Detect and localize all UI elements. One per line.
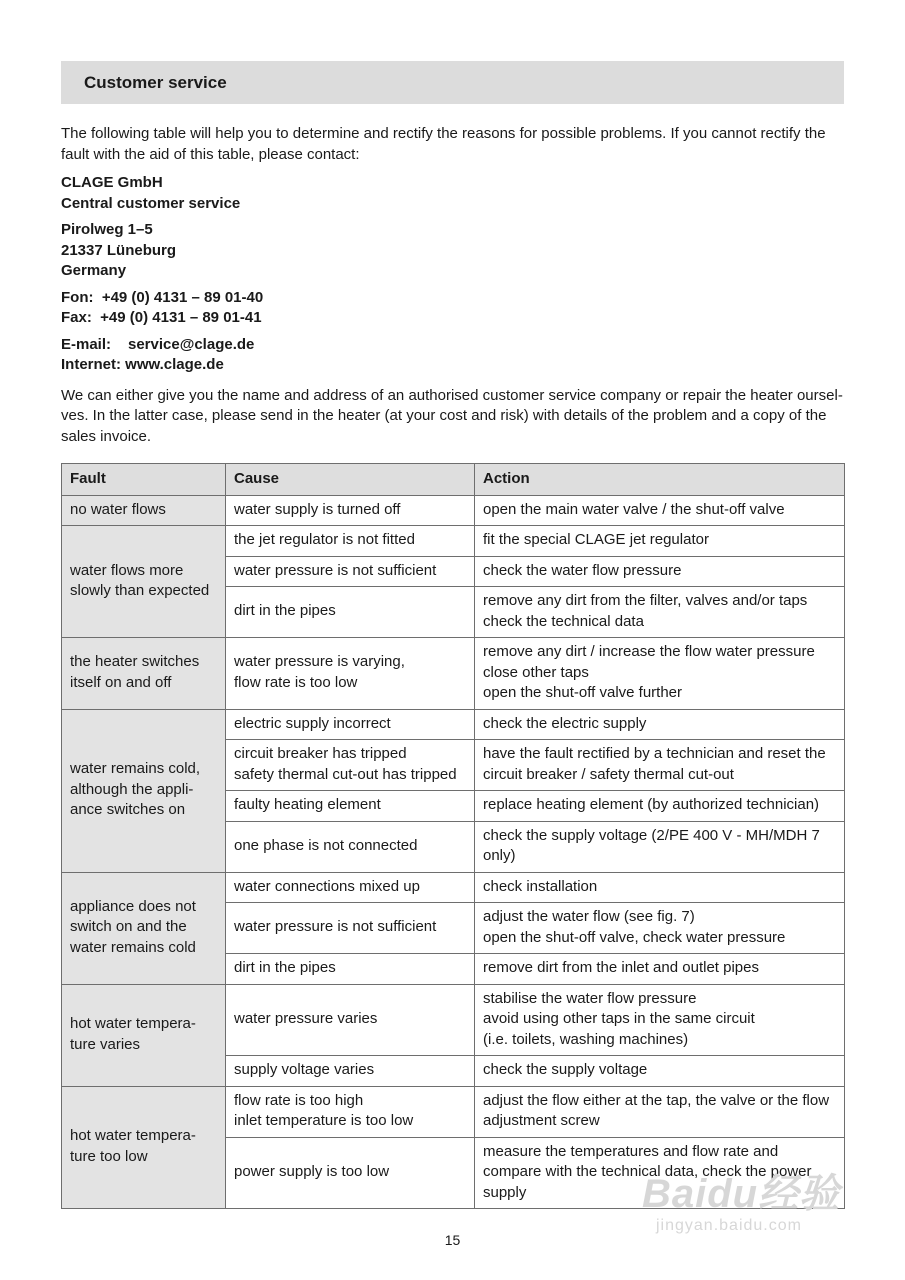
action-cell: remove any dirt from the filter, valves and/or taps check the technical data [475, 587, 845, 638]
country: Germany [61, 262, 127, 279]
cause-cell: water pressure is not sufficient [226, 556, 475, 587]
fault-cell: no water flows [62, 495, 226, 526]
fault-cell: water remains cold, although the appli-ance switches on [62, 709, 226, 872]
street: Pirolweg 1–5 [61, 221, 153, 238]
watermark-site: jingyan.baidu.com [656, 1217, 802, 1234]
action-cell: check installation [475, 872, 845, 903]
fault-cell: hot water tempera-ture varies [62, 984, 226, 1086]
city: 21337 Lüneburg [61, 241, 177, 259]
section-header [61, 61, 844, 104]
cause-cell: flow rate is too high inlet temperature is too low [226, 1086, 475, 1137]
action-cell: remove any dirt / increase the flow water pressure close other taps open the shut-off valve further [475, 638, 845, 710]
table-row [62, 709, 845, 740]
address-block [61, 220, 844, 282]
table-row [62, 495, 845, 526]
action-cell: check the supply voltage [475, 1056, 845, 1087]
phone-block [61, 288, 844, 329]
header-cause: Cause [226, 464, 475, 496]
online-block [61, 335, 844, 376]
action-cell: adjust the water flow (see fig. 7) open the shut-off valve, check water pressure [475, 903, 845, 954]
fault-cell: the heater switches itself on and off [62, 638, 226, 710]
header-action: Action [475, 464, 845, 496]
action-cell: have the fault rectified by a technician and reset the circuit breaker / safety thermal cut-out [475, 740, 845, 791]
action-cell: check the supply voltage (2/PE 400 V - MH/MDH 7 only) [475, 821, 845, 872]
fax-number: Fax: +49 (0) 4131 – 89 01-41 [61, 309, 262, 326]
section-title: Customer service [84, 72, 227, 92]
cause-cell: dirt in the pipes [226, 587, 475, 638]
table-row [62, 638, 845, 710]
cause-cell: electric supply incorrect [226, 709, 475, 740]
cause-cell: the jet regulator is not fitted [226, 526, 475, 557]
table-row [62, 872, 845, 903]
action-cell: fit the special CLAGE jet regulator [475, 526, 845, 557]
fault-cell: appliance does not switch on and the water remains cold [62, 872, 226, 984]
table-row [62, 984, 845, 1056]
action-cell: open the main water valve / the shut-off valve [475, 495, 845, 526]
cause-cell: power supply is too low [226, 1137, 475, 1209]
action-cell: replace heating element (by authorized technician) [475, 791, 845, 822]
contact-section [61, 124, 844, 447]
email-link[interactable]: service@clage.de [128, 335, 255, 353]
cause-cell: water pressure is varying, flow rate is too low [226, 638, 475, 710]
email-row [61, 335, 844, 356]
action-cell: check the electric supply [475, 709, 845, 740]
company-name: CLAGE GmbH [61, 174, 163, 191]
service-note: We can either give you the name and address of an authorised customer service company or repair the heater oursel-ves. In the latter case, please send in the heater (at your cost and risk) with details of the problem and a copy of the sales invoice. [61, 386, 843, 445]
cause-cell: faulty heating element [226, 791, 475, 822]
internet-link[interactable]: Internet: www.clage.de [61, 356, 224, 373]
cause-cell: circuit breaker has tripped safety thermal cut-out has tripped [226, 740, 475, 791]
fault-cell: hot water tempera-ture too low [62, 1086, 226, 1209]
cause-cell: water supply is turned off [226, 495, 475, 526]
action-cell: check the water flow pressure [475, 556, 845, 587]
action-cell: stabilise the water flow pressure avoid using other taps in the same circuit (i.e. toilets, washing machines) [475, 984, 845, 1056]
table-header-row [62, 464, 845, 496]
action-cell: adjust the flow either at the tap, the valve or the flow adjustment screw [475, 1086, 845, 1137]
action-cell: remove dirt from the inlet and outlet pipes [475, 954, 845, 985]
email-label: E-mail: [61, 335, 112, 353]
intro-paragraph: The following table will help you to determine and rectify the reasons for possible problems. If you cannot rectify the fault with the aid of this table, please contact: [61, 125, 826, 163]
company-dept: Central customer service [61, 194, 241, 212]
cause-cell: water pressure is not sufficient [226, 903, 475, 954]
table-row [62, 1086, 845, 1137]
action-cell: measure the temperatures and flow rate and compare with the technical data, check the power supply [475, 1137, 845, 1209]
fault-cell: water flows more slowly than expected [62, 526, 226, 638]
watermark-logo: Baidu经验 [642, 1172, 841, 1216]
cause-cell: water connections mixed up [226, 872, 475, 903]
troubleshooting-table [61, 463, 845, 1209]
company-block [61, 173, 844, 214]
phone-number: Fon: +49 (0) 4131 – 89 01-40 [61, 288, 264, 306]
cause-cell: dirt in the pipes [226, 954, 475, 985]
header-fault: Fault [62, 464, 226, 496]
cause-cell: water pressure varies [226, 984, 475, 1056]
cause-cell: supply voltage varies [226, 1056, 475, 1087]
table-row [62, 526, 845, 557]
page-number: 15 [444, 1232, 461, 1248]
cause-cell: one phase is not connected [226, 821, 475, 872]
